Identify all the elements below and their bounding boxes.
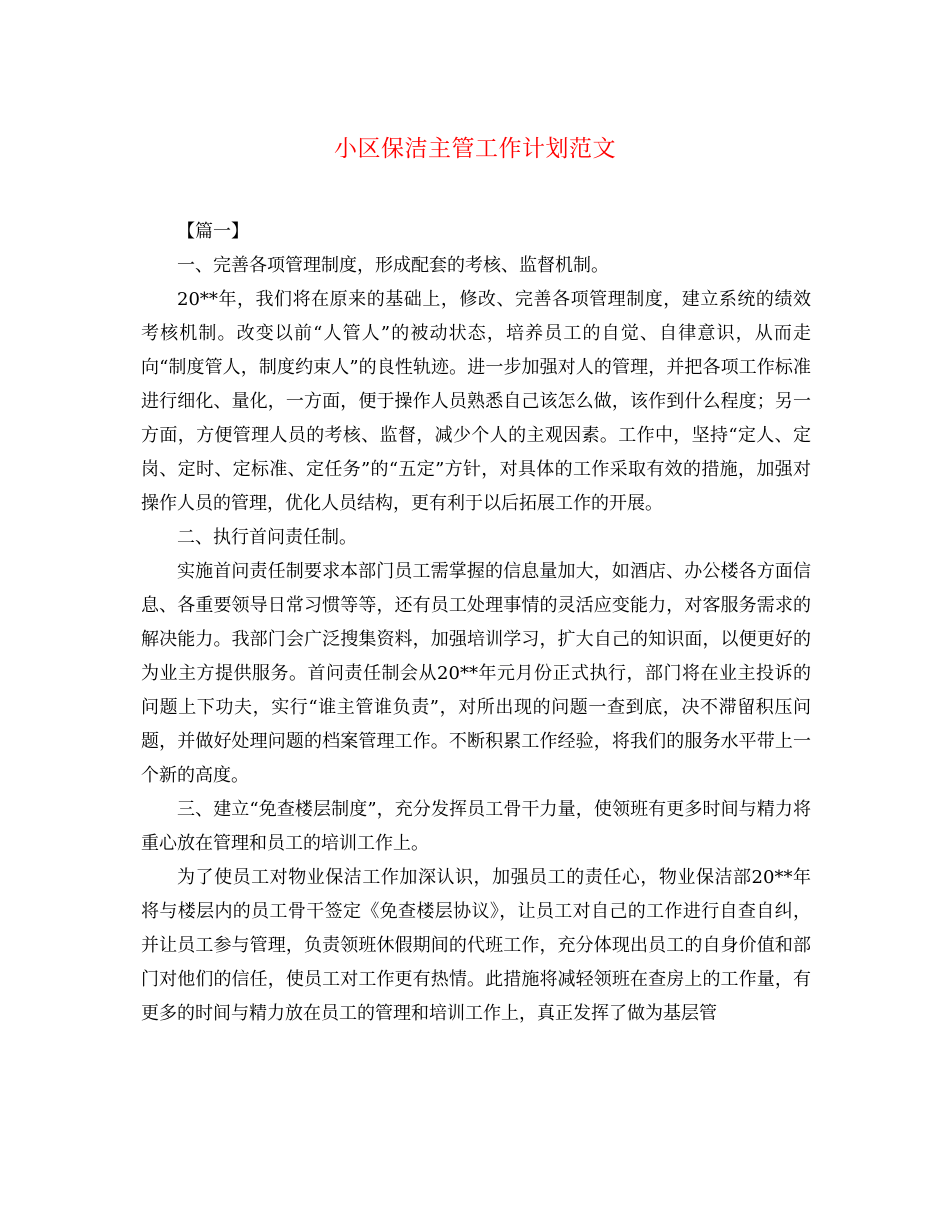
paragraph-2-body: 实施首问责任制要求本部门员工需掌握的信息量加大，如酒店、办公楼各方面信息、各重要领导日常习惯等等，还有员工处理事情的灵活应变能力，对客服务需求的解决能力。我部门会广泛搜集资料，加强培训学习，扩大自己的知识面，以便更好的为业主方提供服务。首问责任制会从20**年元月份正式执行，部门将在业主投诉的问题上下功夫，实行“谁主管谁负责”，对所出现的问题一查到底，决不滞留积压问题，并做好处理问题的档案管理工作。不断积累工作经验，将我们的服务水平带上一个新的高度。	[141, 561, 811, 786]
document-body	[141, 215, 811, 1031]
paragraph-1-heading: 一、完善各项管理制度，形成配套的考核、监督机制。	[177, 255, 609, 276]
paragraph-3-heading: 三、建立“免查楼层制度”，充分发挥员工骨干力量，使领班有更多时间与精力将重心放在管理和员工的培训工作上。	[141, 799, 811, 854]
document-title: 小区保洁主管工作计划范文	[334, 136, 616, 162]
paragraph-2-heading: 二、执行首问责任制。	[177, 527, 357, 548]
paragraph-1-body: 20**年，我们将在原来的基础上，修改、完善各项管理制度，建立系统的绩效考核机制。改变以前“人管人”的被动状态，培养员工的自觉、自律意识，从而走向“制度管人，制度约束人”的良性轨迹。进一步加强对人的管理，并把各项工作标准进行细化、量化，一方面，便于操作人员熟悉自己该怎么做，该作到什么程度；另一方面，方便管理人员的考核、监督，减少个人的主观因素。工作中，坚持“定人、定岗、定时、定标准、定任务”的“五定”方针，对具体的工作采取有效的措施，加强对操作人员的管理，优化人员结构，更有利于以后拓展工作的开展。	[141, 289, 811, 514]
paragraph-3-body: 为了使员工对物业保洁工作加深认识，加强员工的责任心，物业保洁部20**年将与楼层内的员工骨干签定《免查楼层协议》，让员工对自己的工作进行自查自纠，并让员工参与管理，负责领班休假期间的代班工作，充分体现出员工的自身价值和部门对他们的信任，使员工对工作更有热情。此措施将减轻领班在查房上的工作量，有更多的时间与精力放在员工的管理和培训工作上，真正发挥了做为基层管	[141, 867, 811, 1024]
section-label: 【篇一】	[177, 221, 249, 242]
